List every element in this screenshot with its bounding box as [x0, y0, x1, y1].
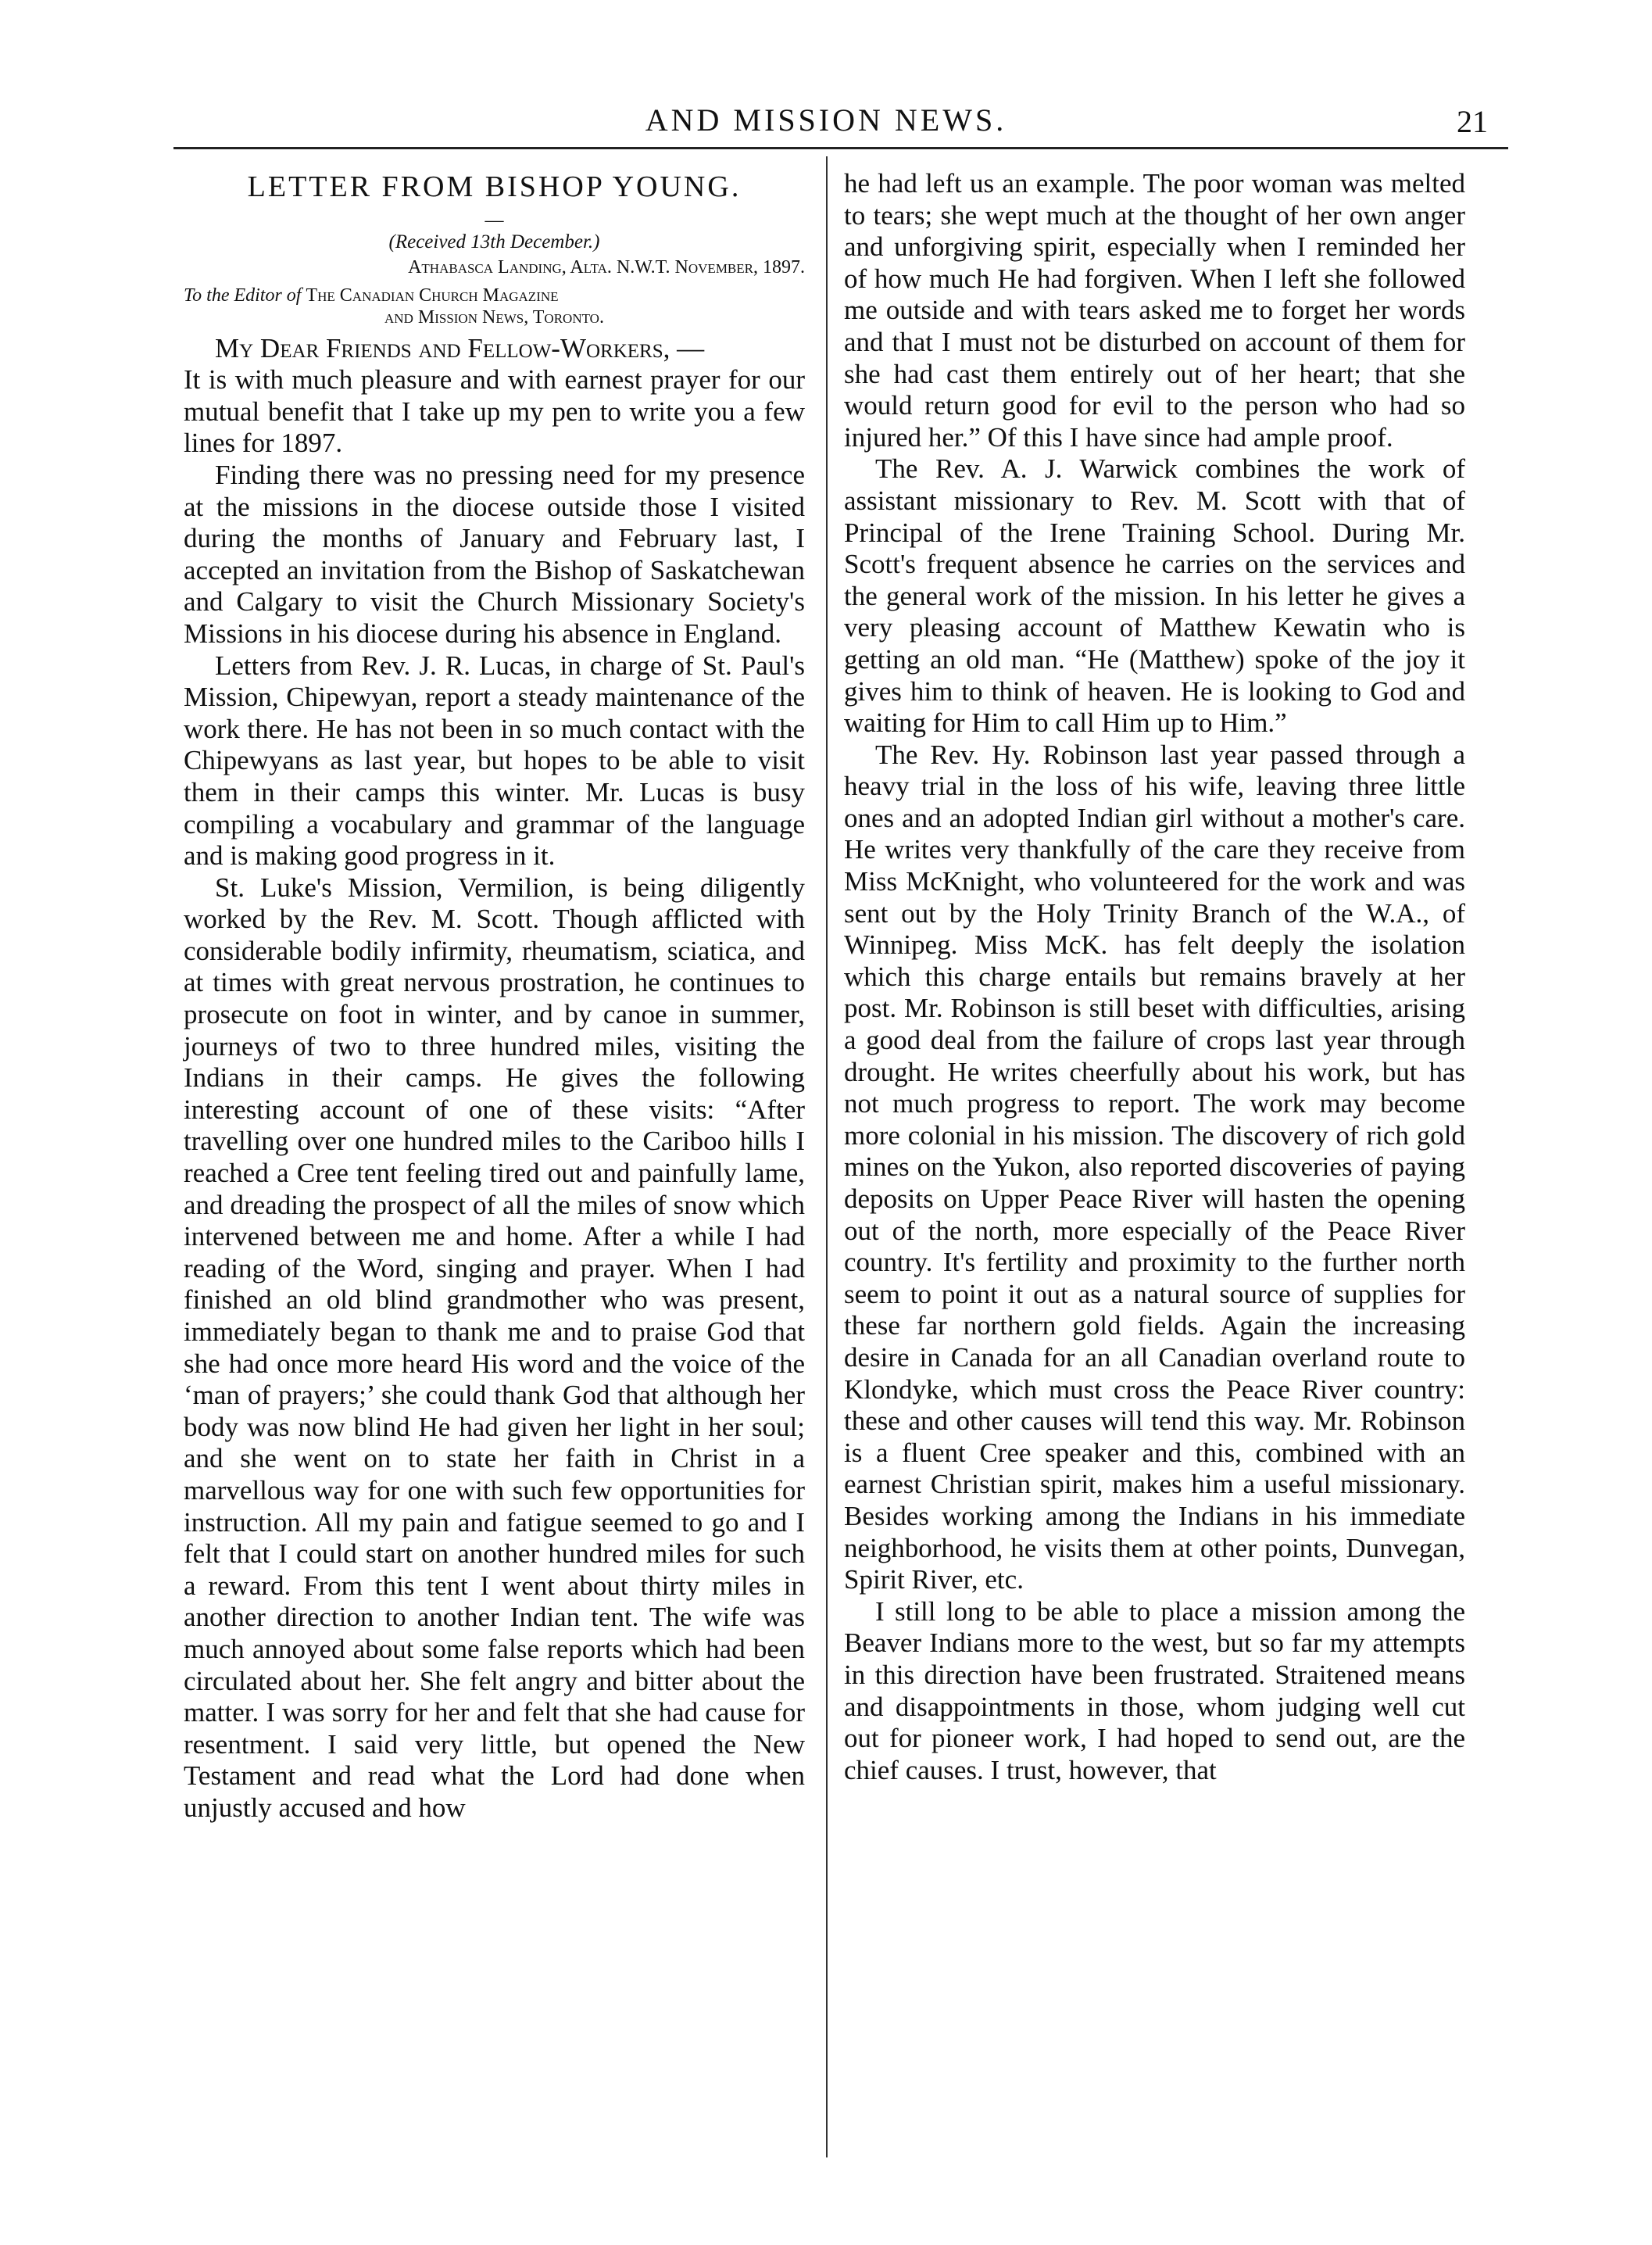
address-magazine: The Canadian Church Magazine [306, 285, 559, 306]
title-dash: — [485, 209, 504, 231]
paragraph: St. Luke's Mission, Vermilion, is being diligently worked by the Rev. M. Scott. Though afflicted with considerable bodily infirmity, rheumatism, sciatica, and at times with great nervous prostration, he continues to prosecute on foot in winter, and by canoe in summer, journeys of two to three hundred miles, visiting the Indians in their camps. He gives the following interesting account of one of these visits: “After travelling over one hundred miles to the Cariboo hills I reached a Cree tent feeling tired out and painfully lame, and dreading the prospect of all the miles of snow which intervened between me and home. After a while I had reading of the Word, singing and prayer. When I had finished an old blind grandmother who was present, immediately began to thank me and to praise God that she had once more heard His word and the voice of the ‘man of prayers;’ she could thank God that although her body was now blind He had given her light in her soul; and she went on to state her faith in Christ in a marvellous way for one with such few opportunities for instruction. All my pain and fatigue seemed to go and I felt that I could start on another hundred miles for such a reward. From this tent I went about thirty miles in another direction to another Indian tent. The wife was much annoyed about some false reports which had been circulated about her. She felt angry and bitter about the matter. I was sorry for her and felt that she had cause for resentment. I said very little, but opened the New Testament and read what the Lord had done when unjustly accused and how [184, 872, 805, 1823]
paragraph: The Rev. Hy. Robinson last year passed through a heavy trial in the loss of his wife, leaving three little ones and an adopted Indian girl without a mother's care. He writes very thankfully of the care they receive from Miss McKnight, who volunteered for the work and was sent out by the Holy Trinity Branch of the W.A., of Winnipeg. Miss McK. has felt deeply the isolation which this charge entails but remains bravely at her post. Mr. Robinson is still beset with difficulties, arising a good deal from the failure of crops last year through drought. He writes cheerfully about his work, but has not much progress to report. The work may become more colonial in his mission. The discovery of rich gold mines on the Yukon, also reported discoveries of paying deposits on Upper Peace River will hasten the opening out of the north, more especially of the Peace River country. It's fertility and proximity to the further north seem to point it out as a natural source of supplies for these far northern gold fields. Again the increasing desire in Canada for an all Canadian overland route to Klondyke, which must cross the Peace River country: these and other causes will tend this way. Mr. Robinson is a fluent Cree speaker and this, combined with an earnest Christian spirit, makes him a useful missionary. Besides working among the Indians in his immediate neighborhood, he visits them at other points, Dunvegan, Spirit River, etc. [844, 739, 1465, 1595]
paragraph: I still long to be able to place a mission among the Beaver Indians more to the west, but so far my attempts in this direction have been frustrated. Straitened means and disappointments in those, whom judging well cut out for pioneer work, I had hoped to send out, are the chief causes. I trust, however, that [844, 1595, 1465, 1785]
address-block [184, 285, 805, 328]
received-date: (Received 13th December.) [388, 231, 600, 252]
page-number: 21 [1457, 104, 1488, 139]
article-title: LETTER FROM BISHOP YOUNG. [247, 170, 742, 203]
address-to: To the Editor of [184, 285, 302, 306]
column-divider [826, 156, 828, 2157]
paragraph: The Rev. A. J. Warwick combines the work of assistant missionary to Rev. M. Scott with that of Principal of the Irene Training School. During Mr. Scott's frequent absence he carries on the services and the general work of the mission. In his letter he gives a very pleasing account of Matthew Kewatin who is getting an old man. “He (Matthew) spoke of the joy it gives him to think of heaven. He is looking to God and waiting for Him to call Him up to Him.” [844, 453, 1465, 739]
paragraph: Finding there was no pressing need for my presence at the missions in the diocese outside those I visited during the months of January and February last, I accepted an invitation from the Bishop of Saskatchewan and Calgary to visit the Church Missionary Society's Missions in his diocese during his absence in England. [184, 459, 805, 649]
running-title: AND MISSION NEWS. [645, 102, 1007, 138]
address-line2: and Mission News, Toronto. [384, 306, 604, 328]
right-column [844, 168, 1465, 1786]
dateline: Athabasca Landing, Alta. N.W.T. November, 1897. [408, 256, 805, 277]
paragraph: It is with much pleasure and with earnest prayer for our mutual benefit that I take up my pen to write you a few lines for 1897. [184, 364, 805, 459]
paragraph-continued: he had left us an example. The poor woman was melted to tears; she wept much at the thought of her own anger and unforgiving spirit, especially when I reminded her of how much He had forgiven. When I left she followed me outside and with tears asked me to forget her words and that I must not be disturbed on account of them for she had cast them entirely out of her heart; that she would return good for evil to the person who had so injured her.” Of this I have since had ample proof. [844, 168, 1465, 453]
left-column [184, 168, 805, 1824]
salutation: My Dear Friends and Fellow-Workers, — [215, 332, 705, 363]
header-rule [173, 147, 1508, 149]
running-head [0, 102, 1652, 149]
paragraph: Letters from Rev. J. R. Lucas, in charge of St. Paul's Mission, Chipewyan, report a steady maintenance of the work there. He has not been in so much contact with the Chipewyans as last year, but hopes to be able to visit them in their camps this winter. Mr. Lucas is busy compiling a vocabulary and grammar of the language and is making good progress in it. [184, 650, 805, 872]
